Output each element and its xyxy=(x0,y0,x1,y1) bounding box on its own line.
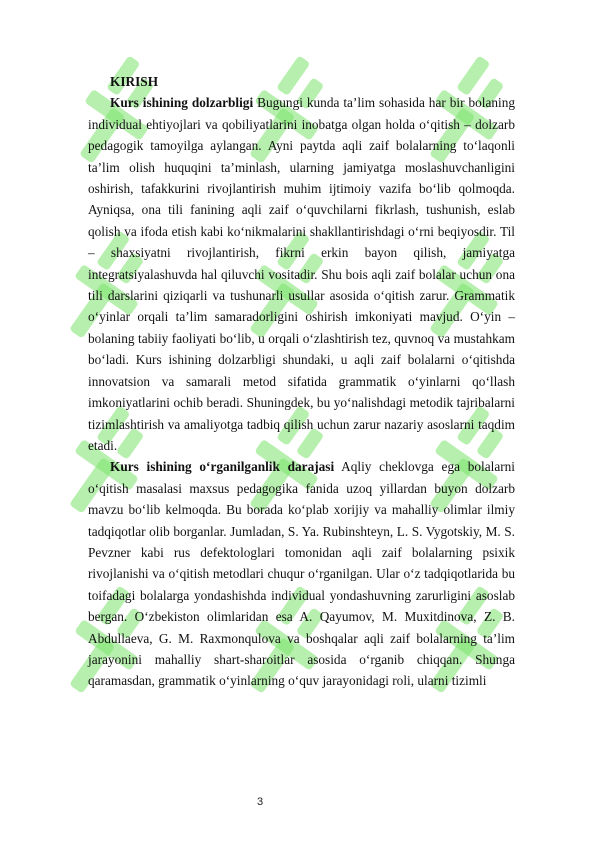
document-body xyxy=(88,71,515,692)
paragraph-text: Bugungi kunda ta’lim sohasida har bir bolaning individual ehtiyojlari va qobiliyatlarini inobatga olgan holda o‘qitish – dolzarb pedagogik tamoyilga aylangan. Ayni paytda aqli zaif bolalarning to‘laqonli ta’lim olish huquqini ta’minlash, ularning jamiyatga moslashuvchanligini oshirish, tafakkurini rivojlantirish muhim ijtimoiy vazifa bo‘lib qolmoqda. Ayniqsa, ona tili fanining aqli zaif o‘quvchilarni fikrlash, tushunish, eslab qolish va ifoda etish kabi ko‘nikmalarini shakllantirishdagi o‘rni beqiyosdir. Til – shaxsiyatni rivojlantirish, fikrni erkin bayon qilish, jamiyatga integratsiyalashuvda hal qiluvchi vositadir. Shu bois aqli zaif bolalar uchun ona tili darslarini qiziqarli va tushunarli usullar asosida o‘qitish zarur. Grammatik o‘yinlar orqali ta’lim samaradorligini oshirish imkoniyati mavjud. O‘yin – bolaning tabiiy faoliyati bo‘lib, u orqali o‘zlashtirish tez, quvnoq va mustahkam bo‘ladi. Kurs ishining dolzarbligi shundaki, u aqli zaif bolalarni o‘qitishda innovatsion va samarali metod sifatida grammatik o‘yinlarni qo‘llash imkoniyatlarini ochib beradi. Shuningdek, bu yo‘nalishdagi metodik tajribalarni tizimlashtirish va amaliyotga tadbiq qilish uchun zarur nazariy asoslarni taqdim etadi. xyxy=(88,95,516,453)
paragraph-relevance xyxy=(88,92,515,456)
paragraph-text: Aqliy cheklovga ega bolalarni o‘qitish masalasi maxsus pedagogika fanida uzoq yillardan buyon dolzarb mavzu bo‘lib kelmoqda. Bu borada ko‘plab xorijiy va mahalliy olimlar ilmiy tadqiqotlar olib borganlar. Jumladan, S. Ya. Rubinshteyn, L. S. Vygotskiy, M. S. Pevzner kabi rus defektologlari tomonidan aqli zaif bolalarning psixik rivojlanishi va o‘qitish metodlari chuqur o‘rganilgan. Ular o‘z tadqiqotlarida bu toifadagi bolalarga yondashishda individual yondashuvning zarurligini asoslab bergan. O‘zbekiston olimlaridan esa A. Qayumov, M. Muxitdinova, Z. B. Abdullaeva, G. M. Raxmonqulova va boshqalar aqli zaif bolalarning ta’lim jarayonini mahalliy shart-sharoitlar asosida o‘rganib chiqqan. Shunga qaramasdan, grammatik o‘yinlarning o‘quv jarayonidagi roli, ularni tizimli xyxy=(88,459,515,689)
paragraph-lead: Kurs ishining dolzarbligi xyxy=(110,95,254,111)
paragraph-lead: Kurs ishining o‘rganilganlik darajasi xyxy=(110,459,335,475)
paragraph-study-level xyxy=(88,456,515,691)
page-number: 3 xyxy=(256,796,264,808)
section-heading: KIRISH xyxy=(110,74,159,89)
